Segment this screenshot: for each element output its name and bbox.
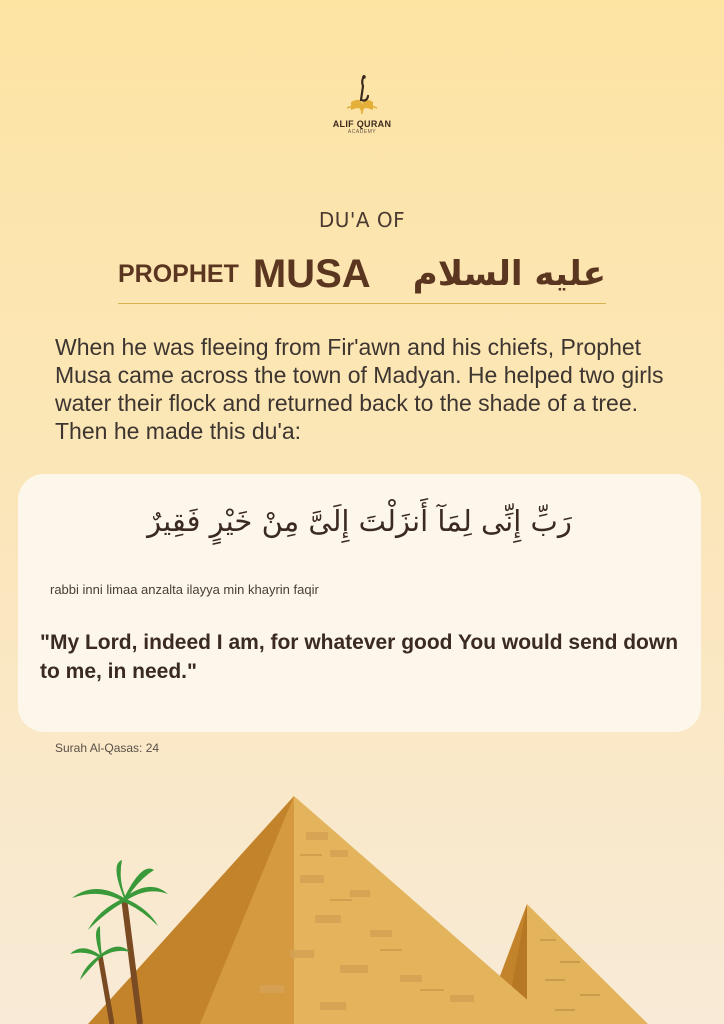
large-pyramid-icon bbox=[88, 796, 555, 1024]
title-arabic-honorific: عليه السلام bbox=[412, 254, 606, 294]
intro-paragraph: When he was fleeing from Fir'awn and his chiefs, Prophet Musa came across the town of Madyan. He helped two girls water their flock and returned back to the shade of a tree. Then he made this du'a: bbox=[55, 334, 664, 444]
desert-scene bbox=[0, 780, 724, 1024]
dua-transliteration: rabbi inni limaa anzalta ilayya min khayrin faqir bbox=[50, 582, 319, 597]
alif-book-logo-icon bbox=[337, 72, 387, 118]
dua-card bbox=[18, 474, 701, 732]
title-prophet: PROPHET bbox=[118, 259, 239, 288]
logo-sub-text: ACADEMY bbox=[347, 129, 377, 135]
page-kicker: DU'A OF bbox=[318, 208, 406, 232]
page-title bbox=[118, 245, 606, 304]
logo-brand-text: ALIF QURAN bbox=[332, 119, 392, 129]
title-musa: MUSA bbox=[252, 251, 371, 296]
academy-logo bbox=[322, 72, 402, 135]
dua-translation: "My Lord, indeed I am, for whatever good You would send down to me, in need." bbox=[40, 631, 679, 683]
dua-arabic: رَبِّ إِنِّى لِمَآ أَنزَلْتَ إِلَىَّ مِنْ خَيْرٍ فَقِيرٌ bbox=[147, 504, 572, 538]
surah-reference: Surah Al-Qasas: 24 bbox=[55, 741, 160, 755]
